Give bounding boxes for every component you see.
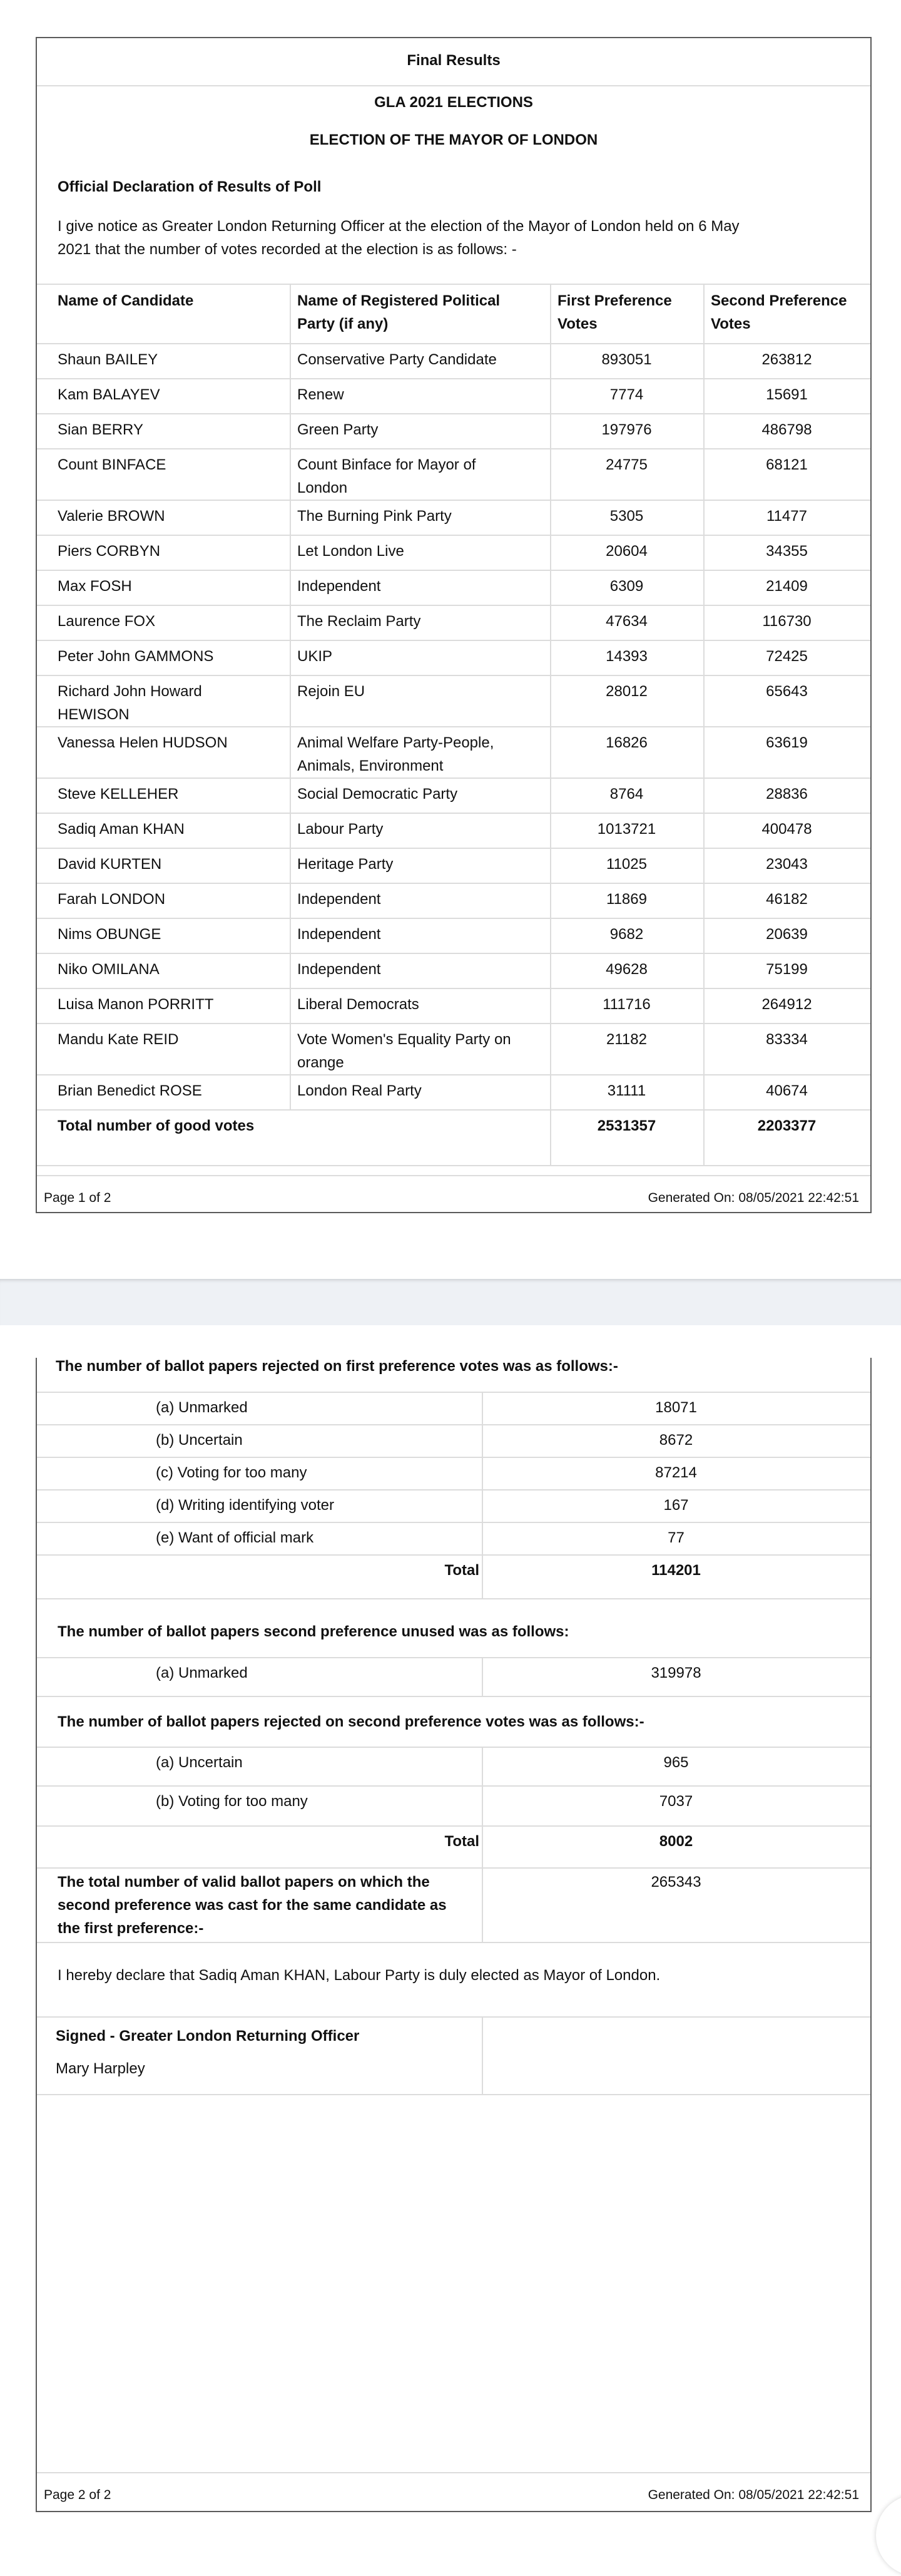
party-name: Independent xyxy=(297,926,381,943)
row-divider xyxy=(37,1074,870,1075)
column-divider xyxy=(482,1657,483,1696)
party-name: Liberal Democrats xyxy=(297,996,419,1013)
candidate-name: Sadiq Aman KHAN xyxy=(58,821,185,838)
second-preference-votes: 263812 xyxy=(761,351,812,368)
row-divider xyxy=(37,1747,870,1748)
row-divider xyxy=(37,500,870,501)
first-preference-votes: 47634 xyxy=(606,613,648,630)
row-divider xyxy=(37,1457,870,1458)
election-heading: ELECTION OF THE MAYOR OF LONDON xyxy=(309,131,598,148)
table-bottom-line xyxy=(37,1165,870,1166)
second-preference-votes: 68121 xyxy=(766,456,808,473)
notice-line-2: 2021 that the number of votes recorded at the election is as follows: - xyxy=(58,241,517,258)
rejected-first-row-value: 8672 xyxy=(659,1432,693,1449)
rejected-second-row-label: (a) Uncertain xyxy=(156,1754,243,1771)
column-divider xyxy=(482,1489,483,1522)
party-name: Social Democratic Party xyxy=(297,786,458,803)
second-preference-votes: 28836 xyxy=(766,786,808,803)
party-name: Let London Live xyxy=(297,543,404,560)
party-name: The Burning Pink Party xyxy=(297,508,452,525)
rejected-second-total-value: 8002 xyxy=(659,1833,693,1850)
row-divider xyxy=(37,448,870,449)
column-header: Second Preference xyxy=(711,292,847,309)
first-preference-votes: 11869 xyxy=(606,891,647,908)
second-preference-votes: 21409 xyxy=(766,578,808,595)
notice-line-1: I give notice as Greater London Returning Officer at the election of the Mayor of London held on 6 May xyxy=(58,218,740,235)
party-name: Independent xyxy=(297,578,381,595)
footer-divider xyxy=(37,1175,870,1176)
column-header: First Preference xyxy=(557,292,672,309)
table-header-top-line xyxy=(37,284,870,285)
party-name: Vote Women's Equality Party on xyxy=(297,1031,511,1048)
second-preference-votes: 83334 xyxy=(766,1031,808,1048)
second-preference-votes: 65643 xyxy=(766,683,808,700)
first-preference-votes: 1013721 xyxy=(597,821,656,838)
row-divider xyxy=(37,605,870,606)
rejected-first-row-label: (c) Voting for too many xyxy=(156,1464,307,1481)
second-preference-votes: 75199 xyxy=(766,961,808,978)
party-name: London xyxy=(297,480,348,496)
first-preference-votes: 8764 xyxy=(609,786,644,803)
same-candidate-label: the first preference:- xyxy=(58,1920,204,1937)
column-divider xyxy=(482,1522,483,1554)
document-title: Final Results xyxy=(407,52,501,69)
first-preference-votes: 111716 xyxy=(603,996,651,1013)
rejected-second-row-label: (b) Voting for too many xyxy=(156,1793,308,1810)
row-divider xyxy=(37,413,870,414)
row-divider xyxy=(37,813,870,814)
row-divider xyxy=(37,1825,870,1827)
column-divider xyxy=(482,1457,483,1489)
second-preference-votes: 116730 xyxy=(762,613,812,630)
unused-second-heading: The number of ballot papers second preference unused was as follows: xyxy=(58,1623,569,1640)
row-divider xyxy=(37,1696,870,1697)
second-preference-votes: 15691 xyxy=(766,386,808,403)
party-name: London Real Party xyxy=(297,1082,422,1099)
second-preference-votes: 20639 xyxy=(766,926,808,943)
footer-divider xyxy=(37,2472,870,2473)
candidate-name: Brian Benedict ROSE xyxy=(58,1082,202,1099)
rejected-first-total-label: Total xyxy=(444,1562,479,1579)
row-divider xyxy=(37,777,870,779)
candidate-name: Piers CORBYN xyxy=(58,543,161,560)
row-divider xyxy=(37,2094,870,2095)
row-divider xyxy=(37,726,870,727)
column-divider xyxy=(290,284,291,1165)
candidate-name: Sian BERRY xyxy=(58,421,143,438)
party-name: Renew xyxy=(297,386,344,403)
first-preference-votes: 14393 xyxy=(606,648,648,665)
first-preference-votes: 7774 xyxy=(609,386,644,403)
party-name: orange xyxy=(297,1054,344,1071)
first-preference-votes: 16826 xyxy=(606,734,648,751)
total-second-preference: 2203377 xyxy=(757,1117,817,1134)
first-preference-votes: 11025 xyxy=(606,856,647,873)
candidate-name: Mandu Kate REID xyxy=(58,1031,179,1048)
generated-timestamp: Generated On: 08/05/2021 22:42:51 xyxy=(648,2488,859,2502)
candidate-name: Steve KELLEHER xyxy=(58,786,179,803)
results-page-1 xyxy=(36,37,872,1213)
first-preference-votes: 31111 xyxy=(607,1082,646,1099)
candidate-name: HEWISON xyxy=(58,706,130,723)
row-divider xyxy=(37,1657,870,1658)
column-header: Party (if any) xyxy=(297,316,389,332)
row-divider xyxy=(37,1424,870,1425)
candidate-name: Nims OBUNGE xyxy=(58,926,161,943)
second-preference-votes: 400478 xyxy=(761,821,812,838)
candidate-name: Valerie BROWN xyxy=(58,508,165,525)
second-preference-votes: 264912 xyxy=(761,996,812,1013)
column-divider xyxy=(482,1825,483,1867)
same-candidate-label: second preference was cast for the same candidate as xyxy=(58,1897,447,1914)
signature-box xyxy=(482,2016,870,2094)
party-name: Animals, Environment xyxy=(297,757,444,774)
row-divider xyxy=(37,640,870,641)
column-divider xyxy=(482,2016,483,2094)
second-preference-votes: 34355 xyxy=(766,543,808,560)
candidate-name: Vanessa Helen HUDSON xyxy=(58,734,228,751)
rejected-second-row-value: 7037 xyxy=(659,1793,693,1810)
first-preference-votes: 28012 xyxy=(606,683,648,700)
first-preference-votes: 197976 xyxy=(601,421,652,438)
party-name: Animal Welfare Party-People, xyxy=(297,734,494,751)
row-divider xyxy=(37,1942,870,1943)
returning-officer-name: Mary Harpley xyxy=(56,2060,145,2077)
row-divider xyxy=(37,1109,870,1111)
row-divider xyxy=(37,848,870,849)
column-header: Name of Registered Political xyxy=(297,292,501,309)
row-divider xyxy=(37,988,870,989)
candidate-name: Laurence FOX xyxy=(58,613,156,630)
rejected-first-row-value: 77 xyxy=(668,1529,685,1546)
candidate-name: Max FOSH xyxy=(58,578,132,595)
first-preference-votes: 6309 xyxy=(609,578,644,595)
party-name: Conservative Party Candidate xyxy=(297,351,497,368)
first-preference-votes: 21182 xyxy=(606,1031,647,1048)
column-divider xyxy=(482,1392,483,1424)
rejected-second-row-value: 965 xyxy=(663,1754,689,1771)
column-divider xyxy=(482,1424,483,1457)
row-divider xyxy=(37,1522,870,1523)
table-header-bottom-line xyxy=(37,343,870,344)
row-divider xyxy=(37,1867,870,1869)
same-candidate-label: The total number of valid ballot papers on which the xyxy=(58,1874,430,1891)
rejected-first-total-value: 114201 xyxy=(651,1562,701,1579)
first-preference-votes: 24775 xyxy=(606,456,648,473)
divider xyxy=(37,85,870,86)
first-preference-votes: 5305 xyxy=(609,508,644,525)
generated-timestamp: Generated On: 08/05/2021 22:42:51 xyxy=(648,1191,859,1205)
row-divider xyxy=(37,1023,870,1024)
second-preference-votes: 46182 xyxy=(766,891,808,908)
rejected-first-row-label: (b) Uncertain xyxy=(156,1432,243,1449)
row-divider xyxy=(37,1785,870,1787)
page-separator xyxy=(0,1279,901,1325)
candidate-name: Kam BALAYEV xyxy=(58,386,160,403)
candidate-name: Shaun BAILEY xyxy=(58,351,158,368)
rejected-first-row-label: (d) Writing identifying voter xyxy=(156,1497,334,1514)
total-good-votes-label: Total number of good votes xyxy=(58,1117,255,1134)
total-first-preference: 2531357 xyxy=(597,1117,656,1134)
rejected-first-row-label: (e) Want of official mark xyxy=(156,1529,314,1546)
column-divider xyxy=(482,1747,483,1785)
unused-second-row-value: 319978 xyxy=(651,1665,701,1681)
page-number: Page 1 of 2 xyxy=(44,1191,111,1205)
party-name: Independent xyxy=(297,891,381,908)
column-divider xyxy=(482,1867,483,1942)
row-divider xyxy=(37,1489,870,1491)
candidate-name: Farah LONDON xyxy=(58,891,166,908)
same-candidate-value: 265343 xyxy=(651,1874,701,1891)
party-name: Heritage Party xyxy=(297,856,394,873)
elections-subtitle: GLA 2021 ELECTIONS xyxy=(374,94,533,111)
row-divider xyxy=(37,1392,870,1393)
first-preference-votes: 20604 xyxy=(606,543,648,560)
rejected-first-row-value: 167 xyxy=(663,1497,689,1514)
party-name: The Reclaim Party xyxy=(297,613,421,630)
candidate-name: Niko OMILANA xyxy=(58,961,160,978)
column-divider xyxy=(482,1785,483,1825)
declaration-heading: Official Declaration of Results of Poll xyxy=(58,178,322,195)
row-divider xyxy=(37,378,870,379)
candidate-name: Count BINFACE xyxy=(58,456,166,473)
first-preference-votes: 9682 xyxy=(609,926,644,943)
declaration-statement: I hereby declare that Sadiq Aman KHAN, Labour Party is duly elected as Mayor of London. xyxy=(58,1967,661,1984)
rejected-second-heading: The number of ballot papers rejected on second preference votes was as follows:- xyxy=(58,1713,644,1730)
party-name: Independent xyxy=(297,961,381,978)
second-preference-votes: 486798 xyxy=(761,421,812,438)
rejected-first-row-value: 87214 xyxy=(655,1464,697,1481)
second-preference-votes: 23043 xyxy=(766,856,808,873)
column-header: Name of Candidate xyxy=(58,292,194,309)
floating-action-button[interactable] xyxy=(876,2495,901,2576)
rejected-first-row-value: 18071 xyxy=(655,1399,697,1416)
party-name: UKIP xyxy=(297,648,333,665)
row-divider xyxy=(37,1554,870,1556)
row-divider xyxy=(37,1598,870,1599)
row-divider xyxy=(37,883,870,884)
second-preference-votes: 40674 xyxy=(766,1082,808,1099)
row-divider xyxy=(37,675,870,676)
row-divider xyxy=(37,918,870,919)
party-name: Green Party xyxy=(297,421,379,438)
first-preference-votes: 893051 xyxy=(601,351,652,368)
cell-merge-mask xyxy=(288,1111,292,1166)
rejected-second-total-label: Total xyxy=(444,1833,479,1850)
column-header: Votes xyxy=(557,316,598,332)
unused-second-row-label: (a) Unmarked xyxy=(156,1665,248,1681)
column-divider xyxy=(482,1554,483,1598)
second-preference-votes: 72425 xyxy=(766,648,808,665)
page-number: Page 2 of 2 xyxy=(44,2488,111,2502)
rejected-first-heading: The number of ballot papers rejected on first preference votes was as follows:- xyxy=(56,1358,618,1375)
candidate-name: Richard John Howard xyxy=(58,683,202,700)
party-name: Rejoin EU xyxy=(297,683,365,700)
candidate-name: David KURTEN xyxy=(58,856,162,873)
party-name: Labour Party xyxy=(297,821,384,838)
row-divider xyxy=(37,535,870,536)
row-divider xyxy=(37,570,870,571)
second-preference-votes: 11477 xyxy=(766,508,807,525)
results-page-2 xyxy=(36,1358,872,2512)
candidate-name: Luisa Manon PORRITT xyxy=(58,996,214,1013)
first-preference-votes: 49628 xyxy=(606,961,648,978)
row-divider xyxy=(37,953,870,954)
column-header: Votes xyxy=(711,316,751,332)
party-name: Count Binface for Mayor of xyxy=(297,456,476,473)
rejected-first-row-label: (a) Unmarked xyxy=(156,1399,248,1416)
signed-label: Signed - Greater London Returning Officer xyxy=(56,2028,360,2045)
second-preference-votes: 63619 xyxy=(766,734,808,751)
candidate-name: Peter John GAMMONS xyxy=(58,648,214,665)
